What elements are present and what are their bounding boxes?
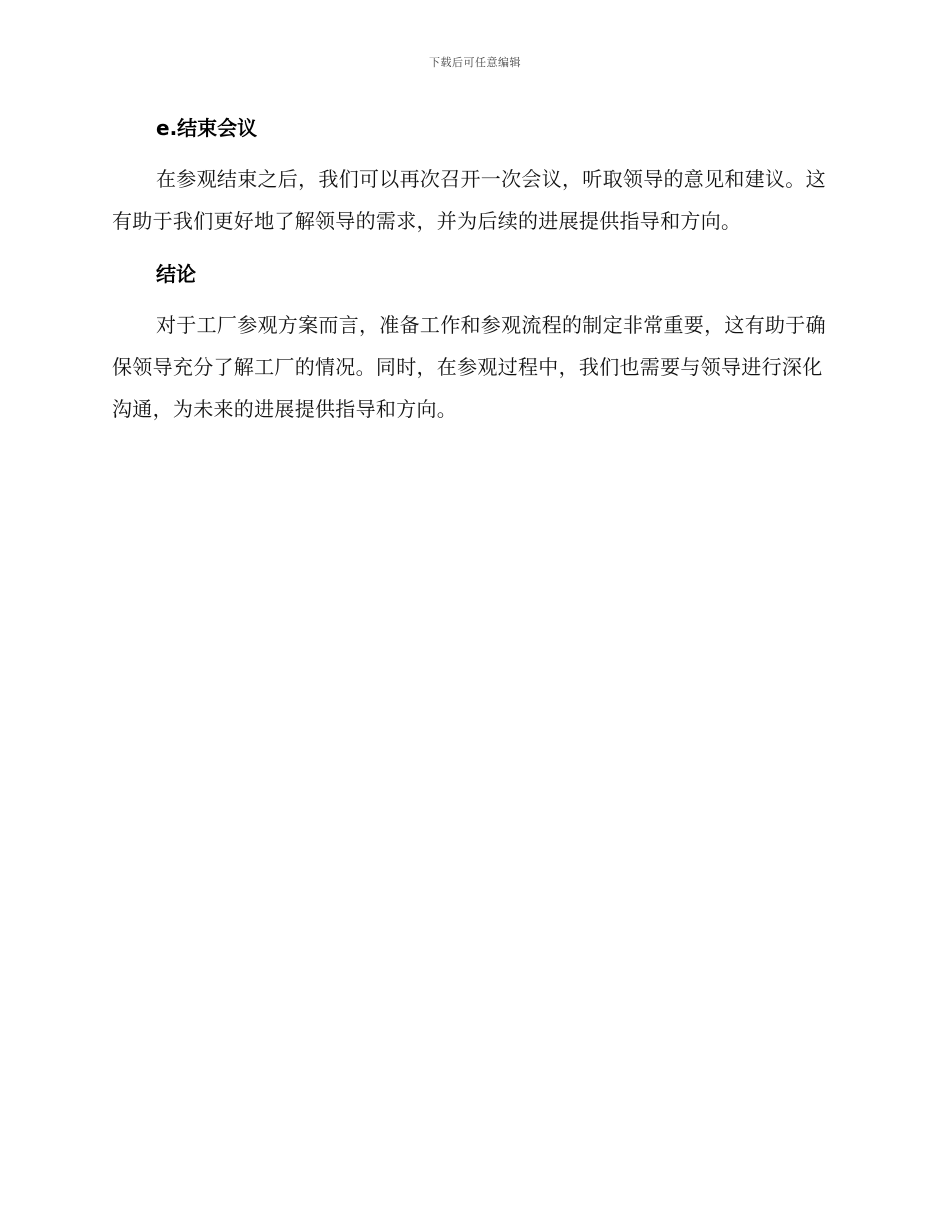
header-note: 下载后可任意编辑 bbox=[429, 56, 521, 69]
section-paragraph-end-meeting: 在参观结束之后，我们可以再次召开一次会议，听取领导的意见和建议。这有助于我们更好地了解领导的需求，并为后续的进展提供指导和方向。 bbox=[112, 167, 826, 233]
section-paragraph-conclusion: 对于工厂参观方案而言，准备工作和参观流程的制定非常重要，这有助于确保领导充分了解工厂的情况。同时，在参观过程中，我们也需要与领导进行深化沟通，为未来的进展提供指导和方向。 bbox=[112, 313, 826, 421]
section-heading-end-meeting: e.结束会议 bbox=[156, 116, 258, 140]
document-body bbox=[112, 108, 832, 442]
section-heading-conclusion: 结论 bbox=[156, 262, 196, 286]
